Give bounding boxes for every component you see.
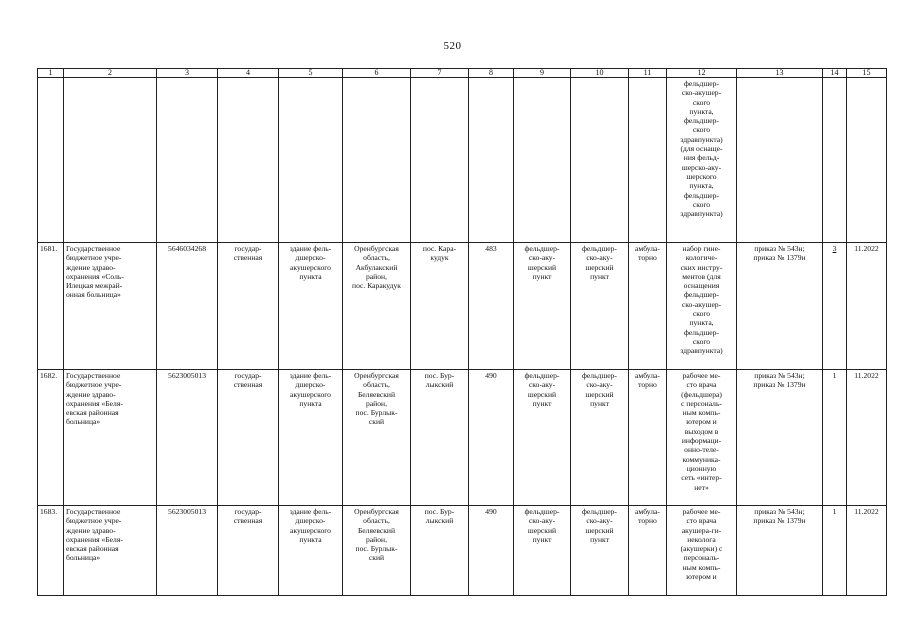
column-number-row [38, 69, 887, 78]
column-number: 8 [469, 69, 514, 78]
cell-settlement: пос. Бур- лыкский [411, 506, 469, 596]
cell-building: здание фель- дшерско- акушерского пункта [279, 243, 343, 370]
column-number: 6 [343, 69, 411, 78]
column-number: 11 [629, 69, 667, 78]
column-number: 5 [279, 69, 343, 78]
cell-ownership: государ- ственная [218, 506, 279, 596]
cell-care-form: амбула- торно [629, 370, 667, 506]
cell-ownership: государ- ственная [218, 370, 279, 506]
cell-date: 11.2022 [847, 370, 887, 506]
cell-unit-type-2: фельдшер- ско-аку- шерский пункт [571, 243, 629, 370]
cell-order: приказ № 543н; приказ № 1379н [737, 370, 823, 506]
cell-building: здание фель- дшерско- акушерского пункта [279, 370, 343, 506]
column-number: 13 [737, 69, 823, 78]
column-number: 4 [218, 69, 279, 78]
cell-unit-type: фельдшер- ско-аку- шерский пункт [514, 243, 571, 370]
column-number: 3 [157, 69, 218, 78]
cell-date: 11.2022 [847, 243, 887, 370]
continuation-row [38, 78, 887, 243]
column-number: 14 [823, 69, 847, 78]
table-row [38, 506, 887, 596]
cell-unit-type-2: фельдшер- ско-аку- шерский пункт [571, 370, 629, 506]
cell-ownership [218, 78, 279, 243]
cell-population [469, 78, 514, 243]
cell-unit-type-2: фельдшер- ско-аку- шерский пункт [571, 506, 629, 596]
cell-settlement: пос. Бур- лыкский [411, 370, 469, 506]
table-row [38, 370, 887, 506]
cell-unit-type: фельдшер- ско-аку- шерский пункт [514, 506, 571, 596]
cell-quantity: 3 [823, 243, 847, 370]
cell-care-form [629, 78, 667, 243]
cell-population: 490 [469, 506, 514, 596]
cell-order: приказ № 543н; приказ № 1379н [737, 243, 823, 370]
cell-quantity [823, 78, 847, 243]
cell-number: 1681. [38, 243, 64, 370]
cell-date [847, 78, 887, 243]
registry-table [37, 68, 887, 596]
cell-unit-type-2 [571, 78, 629, 243]
cell-care-form: амбула- торно [629, 243, 667, 370]
cell-date: 11.2022 [847, 506, 887, 596]
cell-inn: 5623005013 [157, 370, 218, 506]
page-number: 520 [443, 40, 462, 52]
cell-quantity: 1 [823, 506, 847, 596]
cell-address: Оренбургская область, Акбулакский район, пос. Каракудук [343, 243, 411, 370]
cell-quantity: 1 [823, 370, 847, 506]
cell-address [343, 78, 411, 243]
column-number: 1 [38, 69, 64, 78]
cell-inn: 5623005013 [157, 506, 218, 596]
cell-care-form: амбула- торно [629, 506, 667, 596]
cell-unit-type [514, 78, 571, 243]
table-row [38, 243, 887, 370]
cell-number: 1682. [38, 370, 64, 506]
cell-order: приказ № 543н; приказ № 1379н [737, 506, 823, 596]
cell-building: здание фель- дшерско- акушерского пункта [279, 506, 343, 596]
column-number: 9 [514, 69, 571, 78]
cell-inn: 5646034268 [157, 243, 218, 370]
cell-address: Оренбургская область, Беляевский район, пос. Бурлык- ский [343, 370, 411, 506]
cell-ownership: государ- ственная [218, 243, 279, 370]
cell-institution: Государственное бюджетное учре- ждение здраво- охранения «Соль- Илецкая межрай- онная больница» [64, 243, 157, 370]
cell-order [737, 78, 823, 243]
cell-institution: Государственное бюджетное учре- ждение здраво- охранения «Беля- евская районная больница» [64, 370, 157, 506]
cell-equipment: рабочее ме- сто врача (фельдшера) с персональ- ным компь- ютером и выходом в информаци- онно-теле- коммуника- ционную сеть «интер- нет» [667, 370, 737, 506]
cell-building [279, 78, 343, 243]
column-number: 12 [667, 69, 737, 78]
cell-equipment: фельдшер- ско-акушер- ского пункта, фельдшер- ского здравпункта) (для оснаще- ния фельд- шерско-аку- шерского пункта, фельдшер- ского здравпункта) [667, 78, 737, 243]
cell-address: Оренбургская область, Беляевский район, пос. Бурлык- ский [343, 506, 411, 596]
cell-equipment: рабочее ме- сто врача акушера-ги- неколога (акушерки) с персональ- ным компь- ютером и [667, 506, 737, 596]
column-number: 10 [571, 69, 629, 78]
column-number: 7 [411, 69, 469, 78]
cell-institution: Государственное бюджетное учре- ждение здраво- охранения «Беля- евская районная больница» [64, 506, 157, 596]
cell-settlement [411, 78, 469, 243]
column-number: 15 [847, 69, 887, 78]
cell-inn [157, 78, 218, 243]
cell-unit-type: фельдшер- ско-аку- шерский пункт [514, 370, 571, 506]
cell-number [38, 78, 64, 243]
cell-population: 490 [469, 370, 514, 506]
cell-number: 1683. [38, 506, 64, 596]
cell-institution [64, 78, 157, 243]
cell-settlement: пос. Кара- кудук [411, 243, 469, 370]
column-number: 2 [64, 69, 157, 78]
cell-population: 483 [469, 243, 514, 370]
cell-equipment: набор гине- кологиче- ских инстру- ментов (для оснащения фельдшер- ско-акушер- ского пункта, фельдшер- ского здравпункта) [667, 243, 737, 370]
